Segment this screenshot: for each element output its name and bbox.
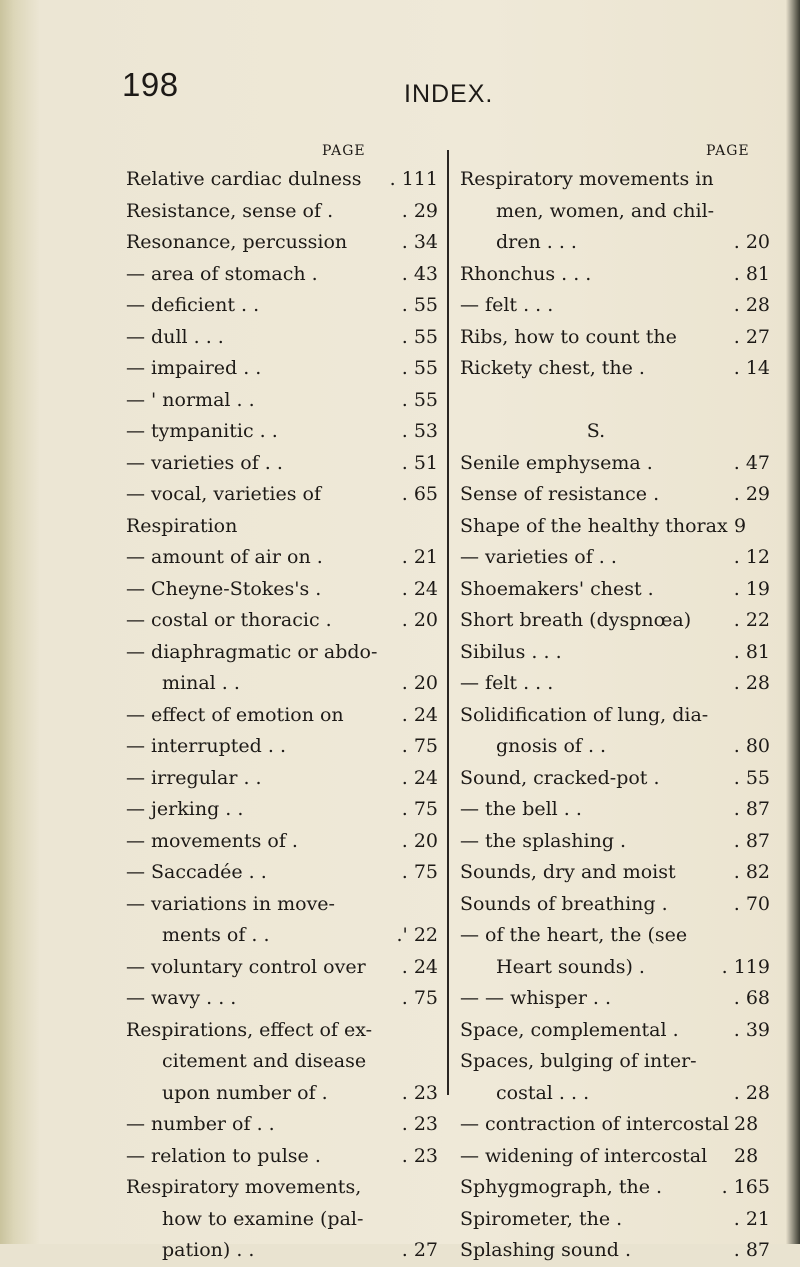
index-entry [126,1204,438,1236]
index-entry [126,542,438,574]
index-entry [460,983,770,1015]
entry-page: . 12 [733,546,770,568]
entry-page: . 29 [733,483,770,505]
right-page-label: PAGE [706,143,750,159]
entry-text: how to examine (pal- [162,1207,364,1230]
index-entry [460,1109,770,1141]
entry-text: S. [586,420,606,442]
entry-text: — ' normal . . [126,388,255,411]
entry-page: . 27 [733,325,770,348]
index-entry [126,290,438,322]
index-entry [460,952,770,984]
entry-text: — deficient . . [126,294,260,316]
entry-text: — movements of . [126,829,298,852]
entry-text: Senile emphysema . [460,451,653,474]
index-entry [460,920,770,952]
entry-text: Shoemakers' chest . [460,577,654,600]
entry-page: . 80 [733,735,770,757]
index-entry [460,353,770,385]
entry-page: . 28 [733,1081,770,1104]
entry-page: . 75 [401,861,438,883]
entry-page: . 75 [401,735,438,757]
index-entry [460,857,770,889]
entry-page: . 87 [733,798,770,820]
index-entry [460,227,770,259]
entry-page: . 29 [401,199,438,222]
index-entry [460,542,770,574]
entry-text: Spirometer, the . [460,1207,623,1230]
entry-text: — the splashing . [460,829,627,852]
index-entry [126,826,438,858]
column-divider [447,150,449,1095]
entry-text: — effect of emotion on [126,703,344,726]
index-entry [460,448,770,480]
entry-text: Spaces, bulging of inter- [460,1050,697,1072]
entry-text: Ribs, how to count the [460,325,677,348]
entry-page: . 24 [401,577,438,600]
right-index-column [460,164,770,1267]
index-entry [460,1046,770,1078]
index-entry [460,889,770,921]
entry-text: — costal or thoracic . [126,609,332,631]
running-head: INDEX. [404,80,494,108]
entry-page: . 24 [401,703,438,726]
index-entry [126,668,438,700]
index-entry [126,322,438,354]
index-entry [126,574,438,606]
index-entry [460,794,770,826]
entry-page: . 75 [401,987,438,1009]
entry-text: — felt . . . [460,672,554,694]
entry-text: Respiratory movements in [460,168,714,190]
index-entry [460,1204,770,1236]
entry-text: Sounds of breathing . [460,892,668,915]
entry-page: . 87 [733,1239,770,1261]
entry-text: — tympanitic . . [126,420,278,442]
index-entry [126,1015,438,1047]
index-entry [460,1141,770,1173]
entry-text: Rhonchus . . . [460,262,592,285]
entry-text: — wavy . . . [126,987,237,1009]
index-entry [460,259,770,291]
index-entry [460,826,770,858]
entry-page: . 23 [401,1081,438,1104]
index-entry [126,1235,438,1267]
entry-page: . 165 [721,1176,770,1198]
entry-text: costal . . . [496,1081,590,1104]
entry-page: . 47 [733,451,770,474]
index-entry [460,1015,770,1047]
index-entry [460,385,770,417]
entry-page: . 21 [733,1207,770,1230]
entry-text: Relative cardiac dulness [126,168,362,190]
entry-text: — amount of air on . [126,546,323,568]
index-entry [460,196,770,228]
index-entry [460,290,770,322]
entry-page: . 20 [401,672,438,694]
entry-page: .' 22 [396,924,438,946]
entry-page: . 51 [401,451,438,474]
entry-text: — voluntary control over [126,955,366,978]
index-entry [460,574,770,606]
index-entry [126,794,438,826]
entry-text: — varieties of . . [126,451,283,474]
entry-text: Resistance, sense of . [126,199,334,222]
entry-page: . 39 [733,1018,770,1041]
index-entry [126,353,438,385]
entry-text: — the bell . . [460,798,582,820]
entry-text: Sense of resistance . [460,483,660,505]
entry-text: citement and disease [162,1050,367,1072]
entry-text: — interrupted . . [126,735,286,757]
index-entry [460,322,770,354]
entry-page: . 87 [733,829,770,852]
entry-text: pation) . . [162,1239,255,1261]
entry-page: . 28 [733,294,770,316]
entry-text: — number of . . [126,1113,275,1135]
entry-page: 28 [734,1144,759,1167]
index-entry [126,983,438,1015]
entry-page: . 23 [401,1113,438,1135]
entry-page: . 70 [733,892,770,915]
entry-text: men, women, and chil- [496,199,715,222]
index-entry [460,511,770,543]
entry-page: . 68 [733,987,770,1009]
entry-page: . 55 [401,357,438,379]
index-entry [126,952,438,984]
entry-text: — impaired . . [126,357,262,379]
index-entry [126,731,438,763]
entry-page: . 75 [401,798,438,820]
entry-page: . 55 [733,766,770,789]
entry-page: . 19 [733,577,770,600]
entry-text: Respirations, effect of ex- [126,1018,373,1041]
entry-text: Respiratory movements, [126,1176,362,1198]
index-entry [460,637,770,669]
index-entry [126,196,438,228]
index-entry [126,637,438,669]
index-entry [126,448,438,480]
index-entry [126,227,438,259]
entry-text: Heart sounds) . [496,955,645,978]
entry-text: upon number of . [162,1081,328,1104]
entry-page: . 24 [401,955,438,978]
entry-page: 9 [734,514,747,537]
entry-text: minal . . [162,672,240,694]
entry-text: Solidification of lung, dia- [460,703,709,726]
entry-text: Sibilus . . . [460,640,562,663]
index-entry [126,511,438,543]
entry-page: . 34 [401,231,438,253]
entry-text: Sound, cracked-pot . [460,766,660,789]
entry-text: Short breath (dyspnœa) [460,609,692,631]
index-entry [460,479,770,511]
entry-page: . 65 [401,483,438,505]
entry-text: — widening of intercostal [460,1144,708,1167]
entry-text: Sounds, dry and moist [460,861,676,883]
index-entry [126,605,438,637]
index-entry [126,1109,438,1141]
entry-page: . 14 [733,357,770,379]
index-entry [460,416,770,448]
index-entry [460,700,770,732]
index-entry [460,668,770,700]
entry-page: . 43 [401,262,438,285]
index-entry [126,889,438,921]
index-entry [460,605,770,637]
entry-text: Rickety chest, the . [460,357,645,379]
entry-page: . 23 [401,1144,438,1167]
entry-page: . 81 [733,640,770,663]
index-entry [126,259,438,291]
entry-text: — Saccadée . . [126,861,267,883]
index-entry [126,416,438,448]
entry-text: — dull . . . [126,325,224,348]
entry-text: — Cheyne-Stokes's . [126,577,322,600]
index-entry [126,164,438,196]
page-edge [786,0,800,1244]
index-entry [126,385,438,417]
entry-text: Respiration [126,514,238,537]
index-entry [126,1172,438,1204]
entry-text: — variations in move- [126,892,335,915]
entry-text: — varieties of . . [460,546,617,568]
index-entry [460,731,770,763]
entry-text: dren . . . [496,231,577,253]
entry-page: . 28 [733,672,770,694]
entry-text: — irregular . . [126,766,262,789]
entry-page: . 55 [401,294,438,316]
entry-page: . 55 [401,325,438,348]
entry-text: — jerking . . [126,798,244,820]
entry-text: — vocal, varieties of [126,483,322,505]
index-entry [460,164,770,196]
index-entry [126,1046,438,1078]
entry-text: gnosis of . . [496,735,607,757]
index-entry [126,857,438,889]
index-entry [126,1078,438,1110]
entry-page: . 119 [721,955,770,978]
left-page-label: PAGE [322,143,366,159]
entry-text: Sphygmograph, the . [460,1176,663,1198]
entry-page: 28 [734,1113,759,1135]
index-entry [126,920,438,952]
entry-text: — felt . . . [460,294,554,316]
entry-page: . 24 [401,766,438,789]
entry-text: Shape of the healthy thorax [460,514,728,537]
index-entry [126,700,438,732]
entry-text: — — whisper . . [460,987,612,1009]
index-entry [460,763,770,795]
entry-page: . 20 [733,231,770,253]
index-entry [126,763,438,795]
entry-page: . 53 [401,420,438,442]
entry-text: — relation to pulse . [126,1144,321,1167]
entry-text: ments of . . [162,924,270,946]
entry-page: . 81 [733,262,770,285]
entry-page: . 20 [401,829,438,852]
entry-page: . 22 [733,609,770,631]
entry-text: Splashing sound . [460,1239,631,1261]
entry-text: — contraction of intercostal [460,1113,730,1135]
entry-page: . 111 [389,168,438,190]
entry-page: . 20 [401,609,438,631]
index-entry [460,1172,770,1204]
index-entry [126,479,438,511]
page-number: 198 [122,66,179,103]
index-entry [460,1078,770,1110]
entry-page: . 21 [401,546,438,568]
entry-text: — diaphragmatic or abdo- [126,640,378,663]
left-index-column [126,164,438,1267]
index-entry [460,1235,770,1267]
entry-text: Resonance, percussion [126,231,348,253]
entry-text: — area of stomach . [126,262,318,285]
entry-page: . 82 [733,861,770,883]
entry-text: Space, complemental . [460,1018,679,1041]
entry-page: . 27 [401,1239,438,1261]
index-entry [126,1141,438,1173]
entry-page: . 55 [401,388,438,411]
entry-text: — of the heart, the (see [460,924,688,946]
